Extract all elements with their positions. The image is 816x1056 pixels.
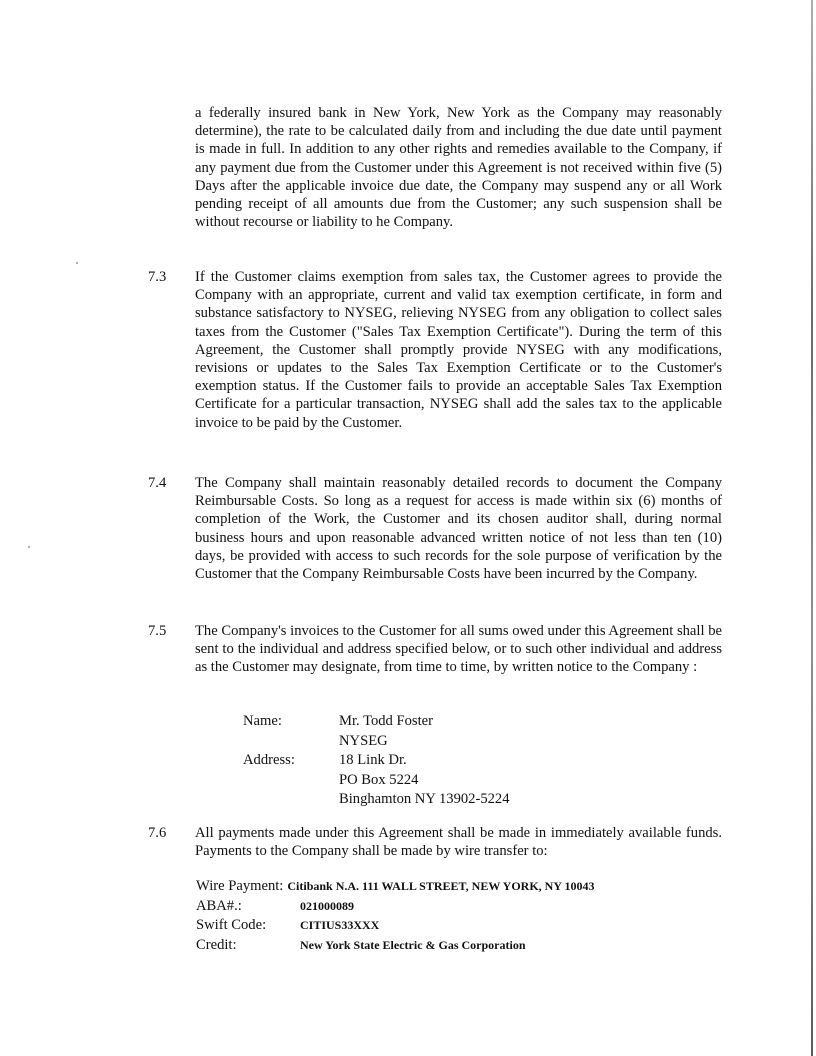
scan-edge-line [811, 0, 813, 1056]
credit-value: New York State Electric & Gas Corporation [300, 937, 526, 952]
invoice-contact-block [243, 712, 510, 810]
section-7-5-text: The Company's invoices to the Customer for all sums owed under this Agreement shall be sent to the individual and address specified below, or to such other individual and address as the Customer may designate, from time to time, by written notice to the Company : [195, 623, 722, 676]
name-label: Name: [243, 713, 282, 729]
section-number-7-3: 7.3 [148, 269, 167, 285]
section-number-7-4: 7.4 [148, 475, 167, 491]
contact-name: Mr. Todd Foster [339, 713, 433, 729]
section-7-3-text: If the Customer claims exemption from sales tax, the Customer agrees to provide the Company with an appropriate, current and valid tax exemption certificate, in form and substance satisfactory to NYSEG, relieving NYSEG from any obligation to collect sales taxes from the Customer ("Sales Tax Exemption Certificate"). During the term of this Agreement, the Customer shall promptly provide NYSEG with any modifications, revisions or updates to the Sales Tax Exemption Certificate or to the Customer's exemption status. If the Customer fails to provide an acceptable Sales Tax Exemption Certificate for a particular transaction, NYSEG shall add the sales tax to the applicable invoice to be paid by the Customer. [195, 269, 722, 431]
swift-value: CITIUS33XXX [300, 918, 380, 932]
address-line-3: Binghamton NY 13902-5224 [339, 791, 510, 807]
wire-payment-label: Wire Payment: [196, 878, 284, 894]
address-line-1: 18 Link Dr. [339, 752, 407, 768]
section-7-6-text: All payments made under this Agreement shall be made in immediately available funds. Payments to the Company shall be made by wire transfer to: [195, 825, 722, 860]
swift-label: Swift Code: [196, 917, 267, 933]
wire-transfer-block [196, 877, 595, 955]
scan-speck [76, 262, 78, 264]
section-number-7-6: 7.6 [148, 825, 167, 841]
address-label: Address: [243, 752, 295, 768]
address-line-2: PO Box 5224 [339, 771, 419, 788]
contact-company: NYSEG [339, 732, 388, 749]
section-7-4-text: The Company shall maintain reasonably detailed records to document the Company Reimbursable Costs. So long as a request for access is made within six (6) months of completion of the Work, the Customer and its chosen auditor shall, during normal business hours and upon reasonable advanced written notice of not less than ten (10) days, be provided with access to such records for the sole purpose of verification by the Customer that the Company Reimbursable Costs have been incurred by the Company. [195, 475, 722, 583]
section-number-7-5: 7.5 [148, 623, 167, 639]
aba-value: 021000089 [300, 898, 354, 913]
paragraph-continuation: a federally insured bank in New York, New York as the Company may reasonably determine), the rate to be calculated daily from and including the due date until payment is made in full. In addition to any other rights and remedies available to the Company, if any payment due from the Customer under this Agreement is not received within five (5) Days after the applicable invoice due date, the Company may suspend any or all Work pending receipt of all amounts due from the Customer; any such suspension shall be without recourse or liability to he Company. [195, 105, 722, 231]
aba-label: ABA#.: [196, 897, 242, 914]
credit-label: Credit: [196, 936, 237, 953]
wire-payment-value: Citibank N.A. 111 WALL STREET, NEW YORK, NY 10043 [287, 879, 595, 893]
scan-speck [28, 546, 30, 548]
